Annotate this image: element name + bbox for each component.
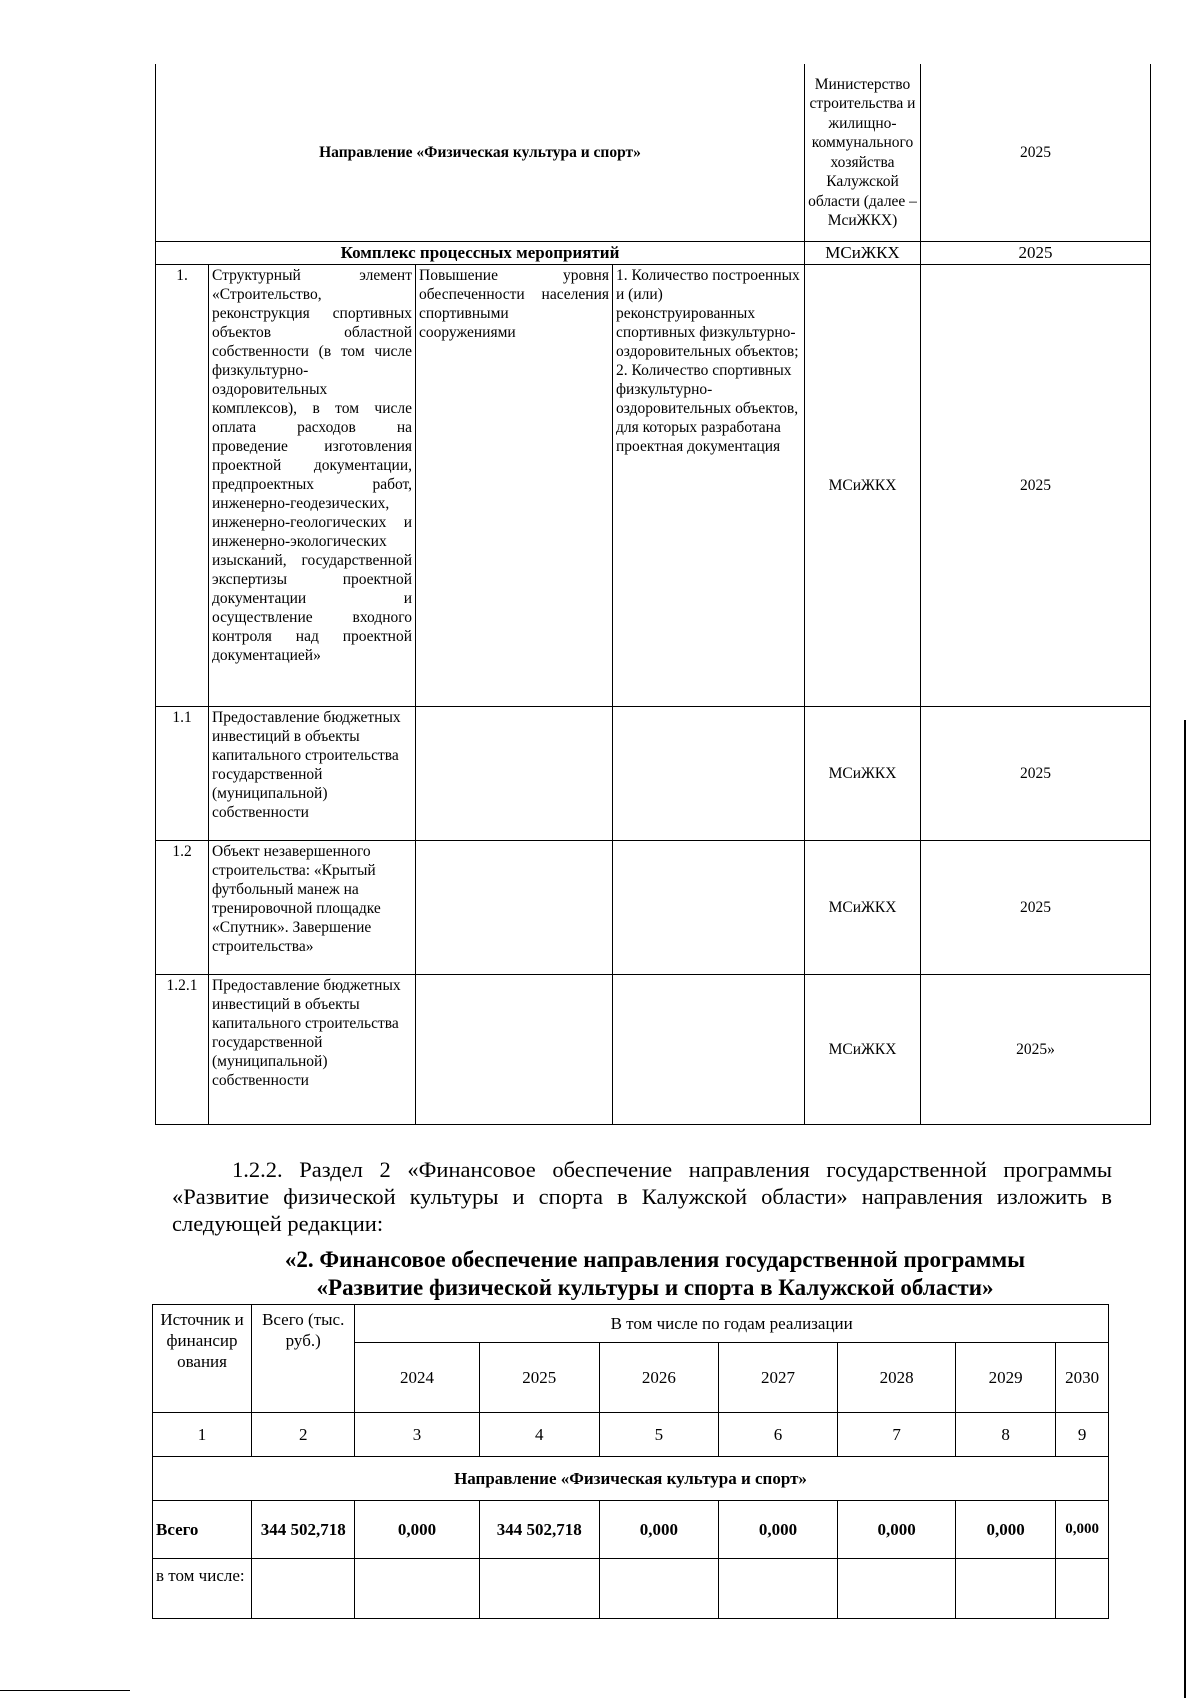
total-label: Всего	[153, 1501, 252, 1559]
row-task: Повышение уровня обеспеченности населения спортивными сооружениями	[416, 265, 613, 707]
direction-header-row	[156, 64, 1151, 242]
row-resp: МСиЖКХ	[805, 975, 921, 1125]
complex-resp: МСиЖКХ	[805, 242, 921, 265]
header-year-cell: 2025	[921, 64, 1151, 242]
column-number: 5	[599, 1413, 718, 1457]
row-resp: МСиЖКХ	[805, 265, 921, 707]
empty-cell	[252, 1559, 355, 1619]
total-row	[153, 1501, 1109, 1559]
empty-cell	[1056, 1559, 1109, 1619]
column-number: 1	[153, 1413, 252, 1457]
direction-row	[153, 1457, 1109, 1501]
row-task	[416, 841, 613, 975]
table-row	[156, 707, 1151, 841]
year-header: 2029	[956, 1343, 1056, 1413]
col-total-header: Всего (тыс. руб.)	[252, 1305, 355, 1413]
year-header: 2028	[838, 1343, 956, 1413]
footer-rule	[0, 1690, 130, 1691]
section-heading-line1: «2. Финансовое обеспечение направления государственной программы	[284, 1247, 1026, 1272]
row-number: 1.2	[156, 841, 209, 975]
empty-cell	[599, 1559, 718, 1619]
col-source-header: Источник и финансир ования	[153, 1305, 252, 1413]
col-years-group-header: В том числе по годам реализации	[355, 1305, 1109, 1343]
table-row	[156, 265, 1151, 707]
table-row	[156, 975, 1151, 1125]
empty-cell	[956, 1559, 1056, 1619]
total-value: 0,000	[1056, 1501, 1109, 1559]
column-number-row	[153, 1413, 1109, 1457]
row-name: Структурный элемент «Строительство, реконструкция спортивных объектов областной собственности (в том числе физкультурно-оздоровительных комплексов), в том числе оплата расходов на проведение изготовления проектной документации, предпроектных работ, инженерно-геодезических, инженерно-геологических и инженерно-экологических изысканий, государственной экспертизы проектной документации и осуществление входного контроля над проектной документацией»	[209, 265, 416, 707]
year-header: 2024	[355, 1343, 479, 1413]
total-value: 344 502,718	[252, 1501, 355, 1559]
total-value: 0,000	[956, 1501, 1056, 1559]
row-resp: МСиЖКХ	[805, 707, 921, 841]
column-number: 6	[718, 1413, 837, 1457]
direction-title: Направление «Физическая культура и спорт»	[156, 64, 805, 242]
complex-title: Комплекс процессных мероприятий	[156, 242, 805, 265]
total-value: 0,000	[599, 1501, 718, 1559]
header-row	[153, 1305, 1109, 1343]
section-heading-line2: «Развитие физической культуры и спорта в Калужской области»	[316, 1275, 994, 1300]
column-number: 3	[355, 1413, 479, 1457]
section-heading	[230, 1246, 1080, 1302]
row-year: 2025	[921, 265, 1151, 707]
column-number: 4	[479, 1413, 599, 1457]
ministry-cell: Министерство строительства и жилищно-коммунального хозяйства Калужской области (далее – МсиЖКХ)	[805, 64, 921, 242]
including-row	[153, 1559, 1109, 1619]
total-value: 0,000	[718, 1501, 837, 1559]
row-indicator	[613, 707, 805, 841]
table-row	[156, 841, 1151, 975]
including-label: в том числе:	[153, 1559, 252, 1619]
row-task	[416, 707, 613, 841]
row-number: 1.1	[156, 707, 209, 841]
year-header: 2026	[599, 1343, 718, 1413]
row-number: 1.	[156, 265, 209, 707]
row-name: Предоставление бюджетных инвестиций в объекты капитального строительства государственной (муниципальной) собственности	[209, 975, 416, 1125]
column-number: 8	[956, 1413, 1056, 1457]
row-task	[416, 975, 613, 1125]
year-header: 2027	[718, 1343, 837, 1413]
financing-table	[152, 1304, 1109, 1619]
paragraph-text: 1.2.2. Раздел 2 «Финансовое обеспечение направления государственной программы «Развитие физической культуры и спорта в Калужской области» направления изложить в следующей редакции:	[172, 1157, 1112, 1236]
row-indicator	[613, 841, 805, 975]
row-year: 2025»	[921, 975, 1151, 1125]
row-resp: МСиЖКХ	[805, 841, 921, 975]
row-indicator	[613, 975, 805, 1125]
total-value: 0,000	[838, 1501, 956, 1559]
row-name: Объект незавершенного строительства: «Крытый футбольный манеж на тренировочной площадке «Спутник». Завершение строительства»	[209, 841, 416, 975]
empty-cell	[718, 1559, 837, 1619]
activities-table	[155, 64, 1151, 1125]
column-number: 9	[1056, 1413, 1109, 1457]
row-year: 2025	[921, 841, 1151, 975]
year-header: 2030	[1056, 1343, 1109, 1413]
year-header: 2025	[479, 1343, 599, 1413]
row-number: 1.2.1	[156, 975, 209, 1125]
total-value: 344 502,718	[479, 1501, 599, 1559]
empty-cell	[355, 1559, 479, 1619]
row-year: 2025	[921, 707, 1151, 841]
column-number: 2	[252, 1413, 355, 1457]
complex-year: 2025	[921, 242, 1151, 265]
total-value: 0,000	[355, 1501, 479, 1559]
column-number: 7	[838, 1413, 956, 1457]
amendment-paragraph	[172, 1156, 1112, 1237]
direction-row-title: Направление «Физическая культура и спорт»	[153, 1457, 1109, 1501]
row-indicator: 1. Количество построенных и (или) реконструированных спортивных физкультурно-оздоровительных объектов; 2. Количество спортивных физкультурно-оздоровительных объектов, для которых разработана проектная документация	[613, 265, 805, 707]
row-name: Предоставление бюджетных инвестиций в объекты капитального строительства государственной (муниципальной) собственности	[209, 707, 416, 841]
empty-cell	[838, 1559, 956, 1619]
scan-edge-line	[1184, 720, 1186, 1698]
complex-row	[156, 242, 1151, 265]
empty-cell	[479, 1559, 599, 1619]
